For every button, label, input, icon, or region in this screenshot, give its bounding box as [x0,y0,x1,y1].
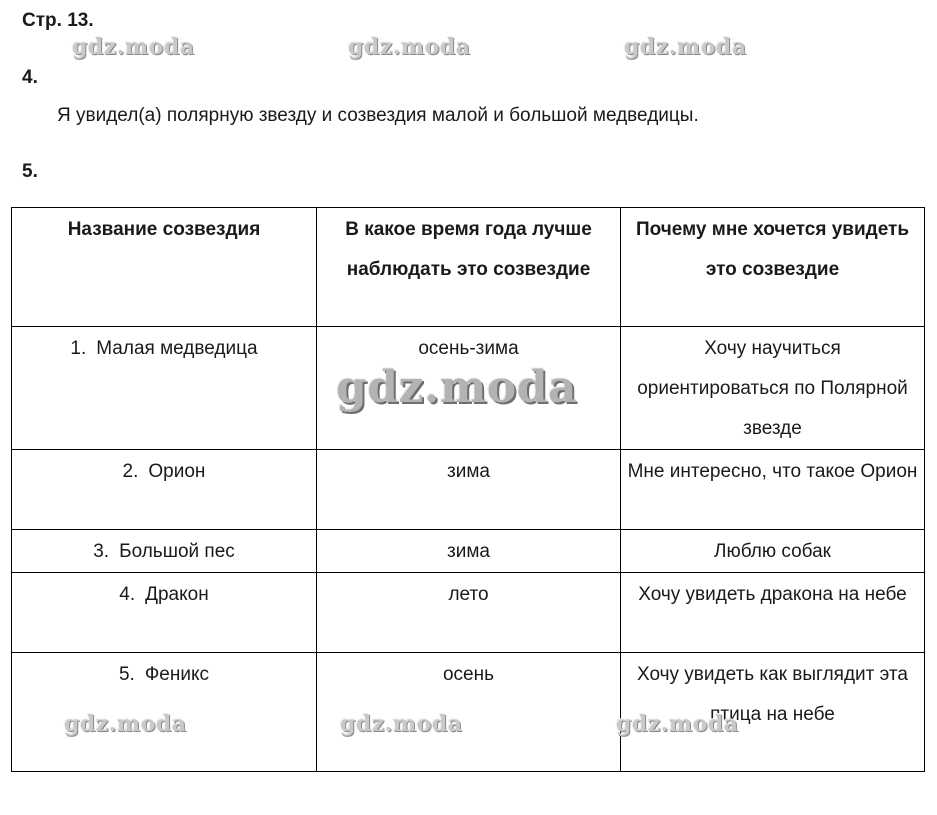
row-number: 1. [70,338,87,359]
season-cell: зима [317,530,621,573]
watermark: gdz.moda [624,34,747,60]
constellation-name: Большой пес [119,541,235,562]
task-4-answer: Я увидел(а) полярную звезду и созвездия малой и большой медведицы. [57,105,699,126]
header-constellation-name: Название созвездия [12,208,317,327]
season-cell: осень-зима [317,327,621,450]
row-number: 4. [119,584,136,605]
row-number: 2. [122,461,139,482]
reason-cell: Хочу увидеть как выглядит эта птица на небе [620,653,924,772]
constellation-name: Малая медведица [96,338,258,359]
watermark: gdz.moda [64,711,187,737]
season-cell: осень [317,653,621,772]
row-number: 5. [118,664,135,685]
reason-cell: Хочу увидеть дракона на небе [620,573,924,653]
reason-cell: Люблю собак [620,530,924,573]
season-cell: лето [317,573,621,653]
reason-cell: Хочу научиться ориентироваться по Полярной звезде [620,327,924,450]
constellation-name: Дракон [145,584,209,605]
watermark: gdz.moda [616,711,739,737]
task-4-number: 4. [22,67,38,88]
header-reason: Почему мне хочется увидеть это созвездие [620,208,924,327]
watermark: gdz.moda [72,34,195,60]
season-cell: зима [317,450,621,530]
row-number: 3. [93,541,110,562]
task-5-number: 5. [22,161,38,182]
header-best-season: В какое время года лучше наблюдать это созвездие [317,208,621,327]
reason-cell: Мне интересно, что такое Орион [620,450,924,530]
page-number: Стр. 13. [22,10,94,31]
constellation-name: Орион [148,461,206,482]
constellation-name: Феникс [144,664,209,685]
watermark: gdz.moda [348,34,471,60]
watermark: gdz.moda [340,711,463,737]
watermark: gdz.moda [336,362,578,413]
